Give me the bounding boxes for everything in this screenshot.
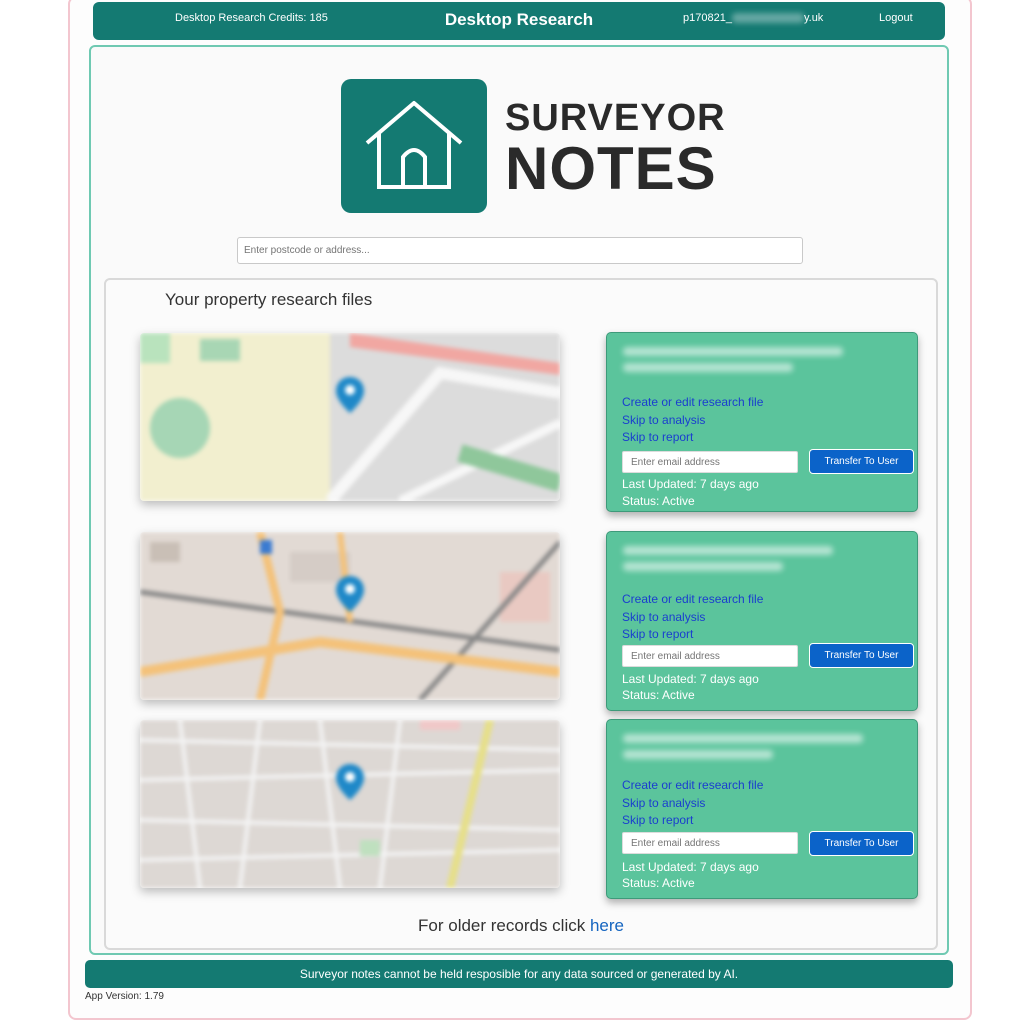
research-file-card	[606, 719, 918, 899]
email-input[interactable]	[622, 451, 798, 473]
user-email: p170821_ y.uk	[683, 12, 824, 24]
section-title: Your property research files	[165, 290, 373, 309]
redacted-address	[623, 347, 863, 379]
research-file-card	[606, 332, 918, 512]
map-pin-icon	[336, 576, 364, 612]
transfer-button[interactable]: Transfer To User	[809, 831, 914, 856]
logo-wordmark: SURVEYOR NOTES	[505, 97, 726, 202]
house-icon	[341, 79, 487, 213]
research-file-card	[606, 531, 918, 711]
create-edit-link[interactable]: Create or edit research file	[622, 778, 764, 792]
older-records-link[interactable]: here	[589, 916, 624, 935]
last-updated: Last Updated: 7 days ago	[622, 860, 759, 874]
skip-analysis-link[interactable]: Skip to analysis	[622, 610, 706, 624]
disclaimer-bar: Surveyor notes cannot be held resposible for any data sourced or generated by AI.	[85, 960, 953, 988]
email-input[interactable]	[622, 645, 798, 667]
skip-analysis-link[interactable]: Skip to analysis	[622, 796, 706, 810]
skip-report-link[interactable]: Skip to report	[622, 430, 694, 444]
property-map[interactable]	[140, 333, 560, 501]
top-bar	[93, 2, 945, 40]
transfer-button[interactable]: Transfer To User	[809, 643, 914, 668]
transfer-button[interactable]: Transfer To User	[809, 449, 914, 474]
app-version: App Version: 1.79	[85, 991, 164, 1002]
search-input[interactable]	[237, 237, 803, 264]
skip-analysis-link[interactable]: Skip to analysis	[622, 413, 706, 427]
status-label: Status: Active	[622, 494, 695, 508]
property-map[interactable]	[140, 720, 560, 888]
redacted-address	[623, 546, 863, 578]
status-label: Status: Active	[622, 876, 695, 890]
property-map[interactable]	[140, 532, 560, 700]
email-input[interactable]	[622, 832, 798, 854]
app-title: Desktop Research	[444, 10, 594, 29]
skip-report-link[interactable]: Skip to report	[622, 627, 694, 641]
status-label: Status: Active	[622, 688, 695, 702]
credits-label: Desktop Research Credits: 185	[175, 12, 328, 24]
older-records: For older records click here	[418, 916, 624, 935]
last-updated: Last Updated: 7 days ago	[622, 477, 759, 491]
skip-report-link[interactable]: Skip to report	[622, 813, 694, 827]
create-edit-link[interactable]: Create or edit research file	[622, 395, 764, 409]
map-pin-icon	[336, 377, 364, 413]
redacted-email	[732, 13, 804, 23]
create-edit-link[interactable]: Create or edit research file	[622, 592, 764, 606]
logout-link[interactable]: Logout	[879, 12, 913, 24]
map-pin-icon	[336, 764, 364, 800]
main-panel	[89, 45, 949, 955]
redacted-address	[623, 734, 863, 766]
research-files-panel	[104, 278, 938, 950]
last-updated: Last Updated: 7 days ago	[622, 672, 759, 686]
